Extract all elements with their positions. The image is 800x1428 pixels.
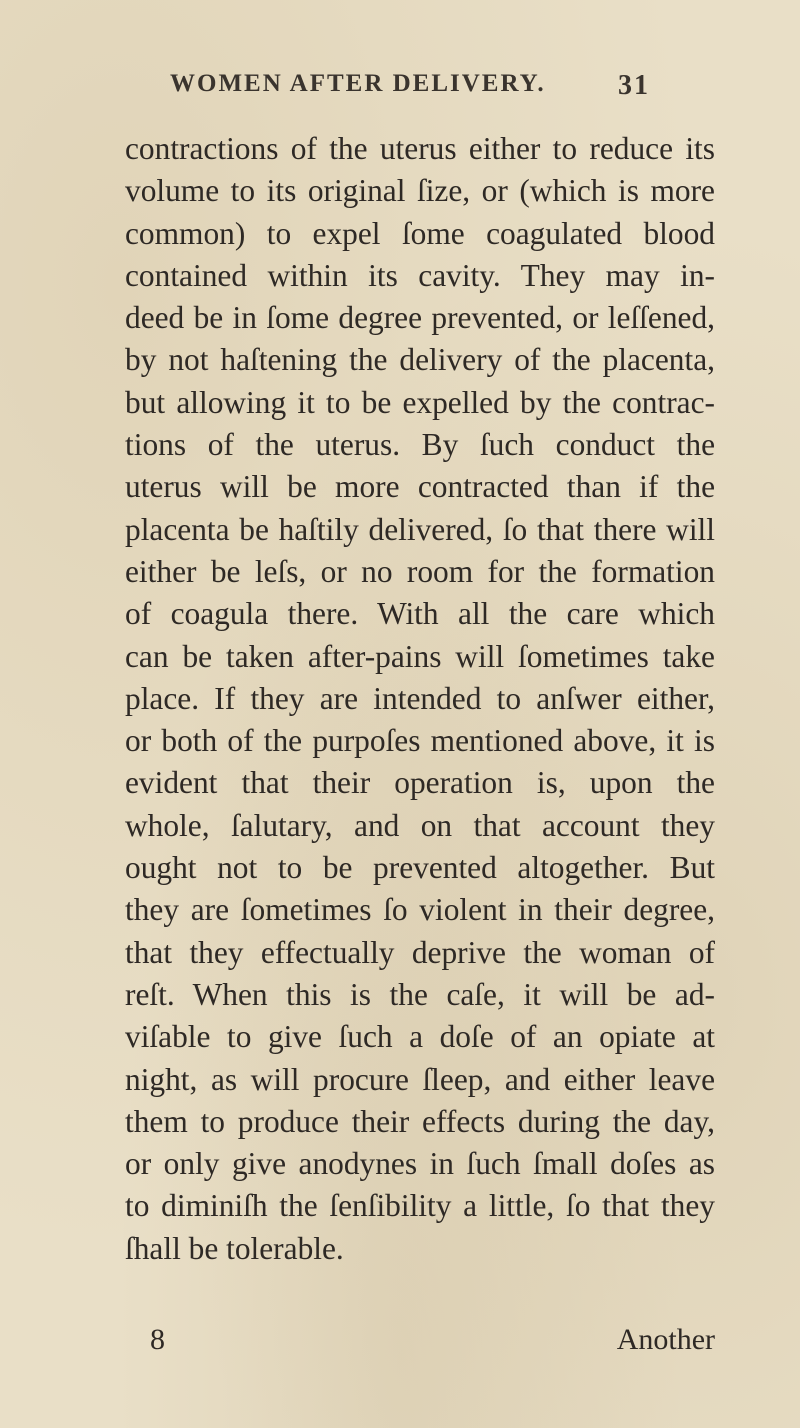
- text-line: them to produce their effects during the day,: [125, 1103, 715, 1139]
- text-line: common) to expel ſome coagulated blood: [125, 215, 715, 251]
- catchword: Another: [616, 1323, 715, 1356]
- text-line: tions of the uterus. By ſuch conduct the: [125, 427, 715, 463]
- running-title: WOMEN AFTER DELIVERY.: [170, 70, 546, 97]
- text-line: contractions of the uterus either to reduce its: [125, 131, 715, 166]
- text-line: by not haſtening the delivery of the placenta,: [125, 342, 715, 378]
- text-line: or only give anodynes in ſuch ſmall doſes as: [125, 1146, 715, 1182]
- text-line: night, as will procure ſleep, and either leave: [125, 1061, 715, 1097]
- text-line: of coagula there. With all the care which: [125, 596, 715, 632]
- text-line: contained within its cavity. They may in-: [125, 257, 715, 293]
- page-number: 31: [618, 70, 650, 101]
- text-line: whole, ſalutary, and on that account they: [125, 807, 715, 843]
- text-line: either be leſs, or no room for the formation: [125, 553, 715, 589]
- body-text: [125, 128, 715, 1270]
- page-footer: [150, 1323, 715, 1373]
- text-line: that they effectually deprive the woman of: [125, 934, 715, 970]
- text-line: place. If they are intended to anſwer either,: [125, 680, 715, 716]
- text-line: ſhall be tolerable.: [125, 1230, 344, 1266]
- text-line: evident that their operation is, upon the: [125, 765, 715, 801]
- text-line: uterus will be more contracted than if the: [125, 469, 715, 505]
- text-line: reſt. When this is the caſe, it will be ad-: [125, 976, 715, 1012]
- running-head: [170, 70, 650, 110]
- text-line: they are ſometimes ſo violent in their degree,: [125, 892, 715, 928]
- text-line: deed be in ſome degree prevented, or leſſened,: [125, 300, 715, 336]
- text-line: but allowing it to be expelled by the contrac-: [125, 384, 715, 420]
- text-line: can be taken after-pains will ſometimes take: [125, 638, 715, 674]
- text-line: placenta be haſtily delivered, ſo that there will: [125, 511, 715, 547]
- text-line: volume to its original ſize, or (which is more: [125, 173, 715, 209]
- text-line: ought not to be prevented altogether. But: [125, 850, 715, 886]
- text-line: or both of the purpoſes mentioned above, it is: [125, 723, 715, 759]
- text-line: viſable to give ſuch a doſe of an opiate at: [125, 1019, 715, 1055]
- text-line: to diminiſh the ſenſibility a little, ſo that they: [125, 1188, 715, 1224]
- signature-mark: 8: [150, 1323, 165, 1356]
